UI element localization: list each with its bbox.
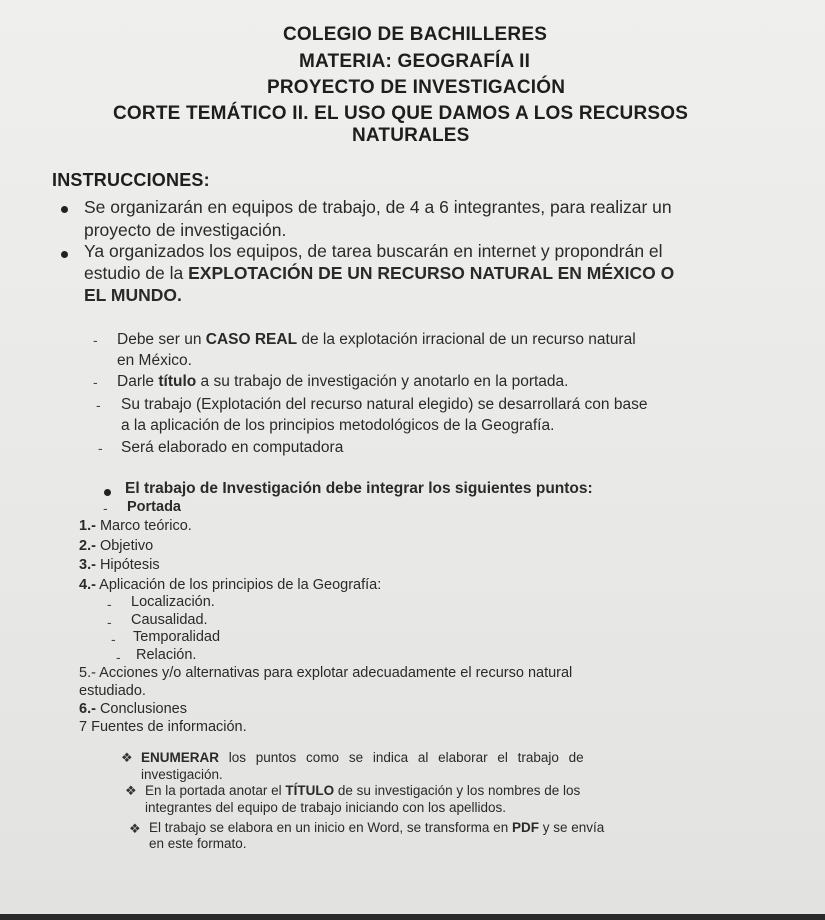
requirement-1-emphasis: CASO REAL xyxy=(205,331,298,348)
point-7: 7 Fuentes de información. xyxy=(79,719,247,735)
dash-marker: - xyxy=(96,397,101,413)
sub-point-1: Localización. xyxy=(131,594,215,610)
dash-marker: - xyxy=(98,440,103,456)
point-5-line1: 5.- Acciones y/o alternativas para explotar adecuadamente el recurso natural xyxy=(79,665,573,681)
points-title: El trabajo de Investigación debe integrar los siguientes puntos: xyxy=(125,480,593,497)
point-6 xyxy=(79,701,187,717)
requirement-3-line2: a la aplicación de los principios metodológicos de la Geografía. xyxy=(121,417,555,434)
point-6-text: Conclusiones xyxy=(95,701,187,717)
point-2-text: Objetivo xyxy=(95,538,154,554)
point-2 xyxy=(79,538,153,554)
requirement-1-text-post: de la explotación irracional de un recurso natural xyxy=(297,331,636,348)
point-3-text: Hipótesis xyxy=(95,557,160,573)
dash-marker: - xyxy=(107,614,112,630)
instruction-2-emphasis: EXPLOTACIÓN DE UN RECURSO NATURAL EN MÉXICO O xyxy=(188,263,675,283)
note-3-text: El trabajo se elabora en un inicio en Word, se transforma en xyxy=(149,820,512,835)
instruction-2-text: estudio de la xyxy=(84,263,189,283)
dash-marker: - xyxy=(93,332,98,348)
requirement-3-line1: Su trabajo (Explotación del recurso natural elegido) se desarrollará con base xyxy=(121,396,648,413)
diamond-bullet-icon: ❖ xyxy=(129,821,141,836)
point-1-number: 1.- xyxy=(79,518,96,534)
note-2-emphasis: TÍTULO xyxy=(285,783,335,798)
point-2-number: 2.- xyxy=(79,538,96,554)
header-topic-cont: NATURALES xyxy=(352,125,470,146)
point-5-line2: estudiado. xyxy=(79,683,146,699)
instruction-1-line2: proyecto de investigación. xyxy=(84,220,287,240)
header-school: COLEGIO DE BACHILLERES xyxy=(283,24,548,45)
point-3-number: 3.- xyxy=(79,557,96,573)
bullet-dot xyxy=(61,206,68,213)
requirement-1-line2: en México. xyxy=(117,352,192,369)
requirement-4: Será elaborado en computadora xyxy=(121,439,344,456)
diamond-bullet-icon: ❖ xyxy=(121,750,133,765)
dash-marker: - xyxy=(103,500,108,516)
requirement-1-text: Debe ser un xyxy=(117,331,206,348)
note-2-line2: integrantes del equipo de trabajo iniciando con los apellidos. xyxy=(145,800,506,815)
requirement-2-text-post: a su trabajo de investigación y anotarlo en la portada. xyxy=(196,373,569,390)
instructions-title: INSTRUCCIONES: xyxy=(52,170,210,190)
dash-marker: - xyxy=(116,649,121,665)
bullet-dot xyxy=(104,489,111,496)
note-1-line1 xyxy=(141,750,584,765)
instruction-2-line1: Ya organizados los equipos, de tarea buscarán en internet y propondrán el xyxy=(84,241,663,261)
requirement-2 xyxy=(117,373,568,391)
dash-marker: - xyxy=(107,596,112,612)
sub-point-2: Causalidad. xyxy=(131,612,208,628)
requirement-2-emphasis: título xyxy=(158,373,197,390)
header-project: PROYECTO DE INVESTIGACIÓN xyxy=(267,77,566,98)
note-3-line1 xyxy=(149,820,604,835)
requirement-1-line1 xyxy=(117,331,636,349)
note-2-line1 xyxy=(145,783,580,798)
bullet-dot xyxy=(61,251,68,258)
note-3-line2: en este formato. xyxy=(149,836,247,851)
header-subject: MATERIA: GEOGRAFÍA II xyxy=(299,51,531,72)
note-2-text: En la portada anotar el xyxy=(145,783,286,798)
point-1-text: Marco teórico. xyxy=(95,518,192,534)
dash-marker: - xyxy=(93,374,98,390)
page-bottom-edge xyxy=(0,914,825,920)
note-1-line2: investigación. xyxy=(141,767,223,782)
sub-point-4: Relación. xyxy=(136,647,197,663)
note-3-emphasis: PDF xyxy=(511,820,539,835)
note-3-text-post: y se envía xyxy=(538,820,605,835)
sub-point-3: Temporalidad xyxy=(133,629,221,645)
requirement-2-text: Darle xyxy=(117,373,159,390)
dash-marker: - xyxy=(111,631,116,647)
note-2-text-post: de su investigación y los nombres de los xyxy=(334,783,581,798)
point-6-number: 6.- xyxy=(79,701,96,717)
instruction-2-line3: EL MUNDO. xyxy=(84,285,182,305)
point-4-number: 4.- xyxy=(79,577,96,593)
note-1-emphasis: ENUMERAR xyxy=(141,750,220,765)
instruction-2-line2 xyxy=(84,263,674,284)
point-4-text: Aplicación de los principios de la Geografía: xyxy=(95,577,382,593)
diamond-bullet-icon: ❖ xyxy=(125,783,137,798)
header-topic: CORTE TEMÁTICO II. EL USO QUE DAMOS A LOS RECURSOS xyxy=(113,103,689,124)
note-1-text: los puntos como se indica al elaborar el trabajo de xyxy=(219,750,584,765)
instruction-1-line1: Se organizarán en equipos de trabajo, de 4 a 6 integrantes, para realizar un xyxy=(84,197,672,217)
point-1 xyxy=(79,518,192,534)
point-portada: Portada xyxy=(127,499,181,515)
point-4 xyxy=(79,577,381,593)
point-3 xyxy=(79,557,160,573)
